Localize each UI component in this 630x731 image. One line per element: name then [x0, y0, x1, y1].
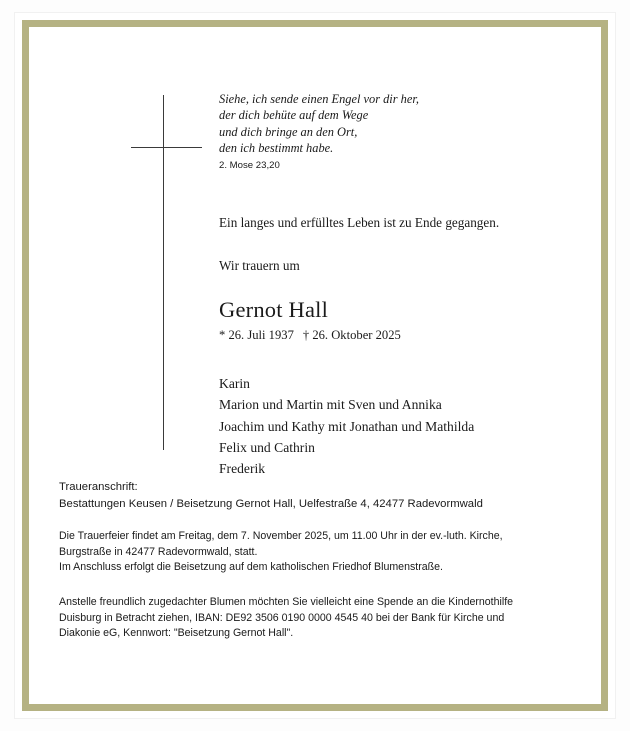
condolence-address-value: Bestattungen Keusen / Beisetzung Gernot Hall, Uelfestraße 4, 42477 Radevormwald [59, 497, 483, 510]
list-item: Marion und Martin mit Sven und Annika [219, 397, 442, 413]
donation-line-2: Duisburg in Betracht ziehen, IBAN: DE92 3506 0190 0000 4545 40 bei der Bank für Kirche und [59, 611, 505, 624]
lower-text-block [59, 479, 579, 642]
survivors-list [219, 373, 579, 479]
donation-line-1: Anstelle freundlich zugedachter Blumen möchten Sie vielleicht eine Spende an die Kindernothilfe [59, 595, 514, 608]
cross-horizontal-bar [131, 147, 202, 148]
mourning-intro: Wir trauern um [219, 258, 300, 274]
verse-line-2: der dich behüte auf dem Wege [219, 108, 369, 123]
verse-line-4: den ich bestimmt habe. [219, 140, 334, 155]
bible-verse [219, 91, 579, 173]
list-item: Frederik [219, 461, 266, 477]
service-line-2: Burgstraße in 42477 Radevormwald, statt. [59, 545, 258, 558]
condolence-address [59, 479, 579, 512]
donation-details [59, 595, 579, 642]
donation-line-3: Diakonie eG, Kennwort: "Beisetzung Gernot Hall". [59, 627, 294, 640]
service-details [59, 529, 579, 576]
service-line-1: Die Trauerfeier findet am Freitag, dem 7. November 2025, um 11.00 Uhr in der ev.-luth. Kirche, [59, 530, 503, 543]
service-line-3: Im Anschluss erfolgt die Beisetzung auf dem katholischen Friedhof Blumenstraße. [59, 561, 443, 574]
deceased-dates [219, 327, 579, 343]
verse-line-1: Siehe, ich sende einen Engel vor dir her, [219, 92, 419, 106]
upper-text-block [219, 91, 579, 480]
list-item: Karin [219, 376, 250, 392]
lead-text: Ein langes und erfülltes Leben ist zu Ende gegangen. [219, 215, 500, 231]
list-item: Joachim und Kathy mit Jonathan und Mathilda [219, 418, 475, 434]
notice-content [31, 29, 599, 702]
verse-line-3: und dich bringe an den Ort, [219, 124, 358, 139]
verse-source: 2. Mose 23,20 [219, 160, 280, 172]
birth-date: * 26. Juli 1937 [219, 328, 294, 343]
condolence-address-label: Traueranschrift: [59, 481, 138, 493]
death-date: † 26. Oktober 2025 [302, 328, 401, 343]
deceased-name: Gernot Hall [219, 297, 329, 323]
list-item: Felix und Cathrin [219, 440, 315, 456]
